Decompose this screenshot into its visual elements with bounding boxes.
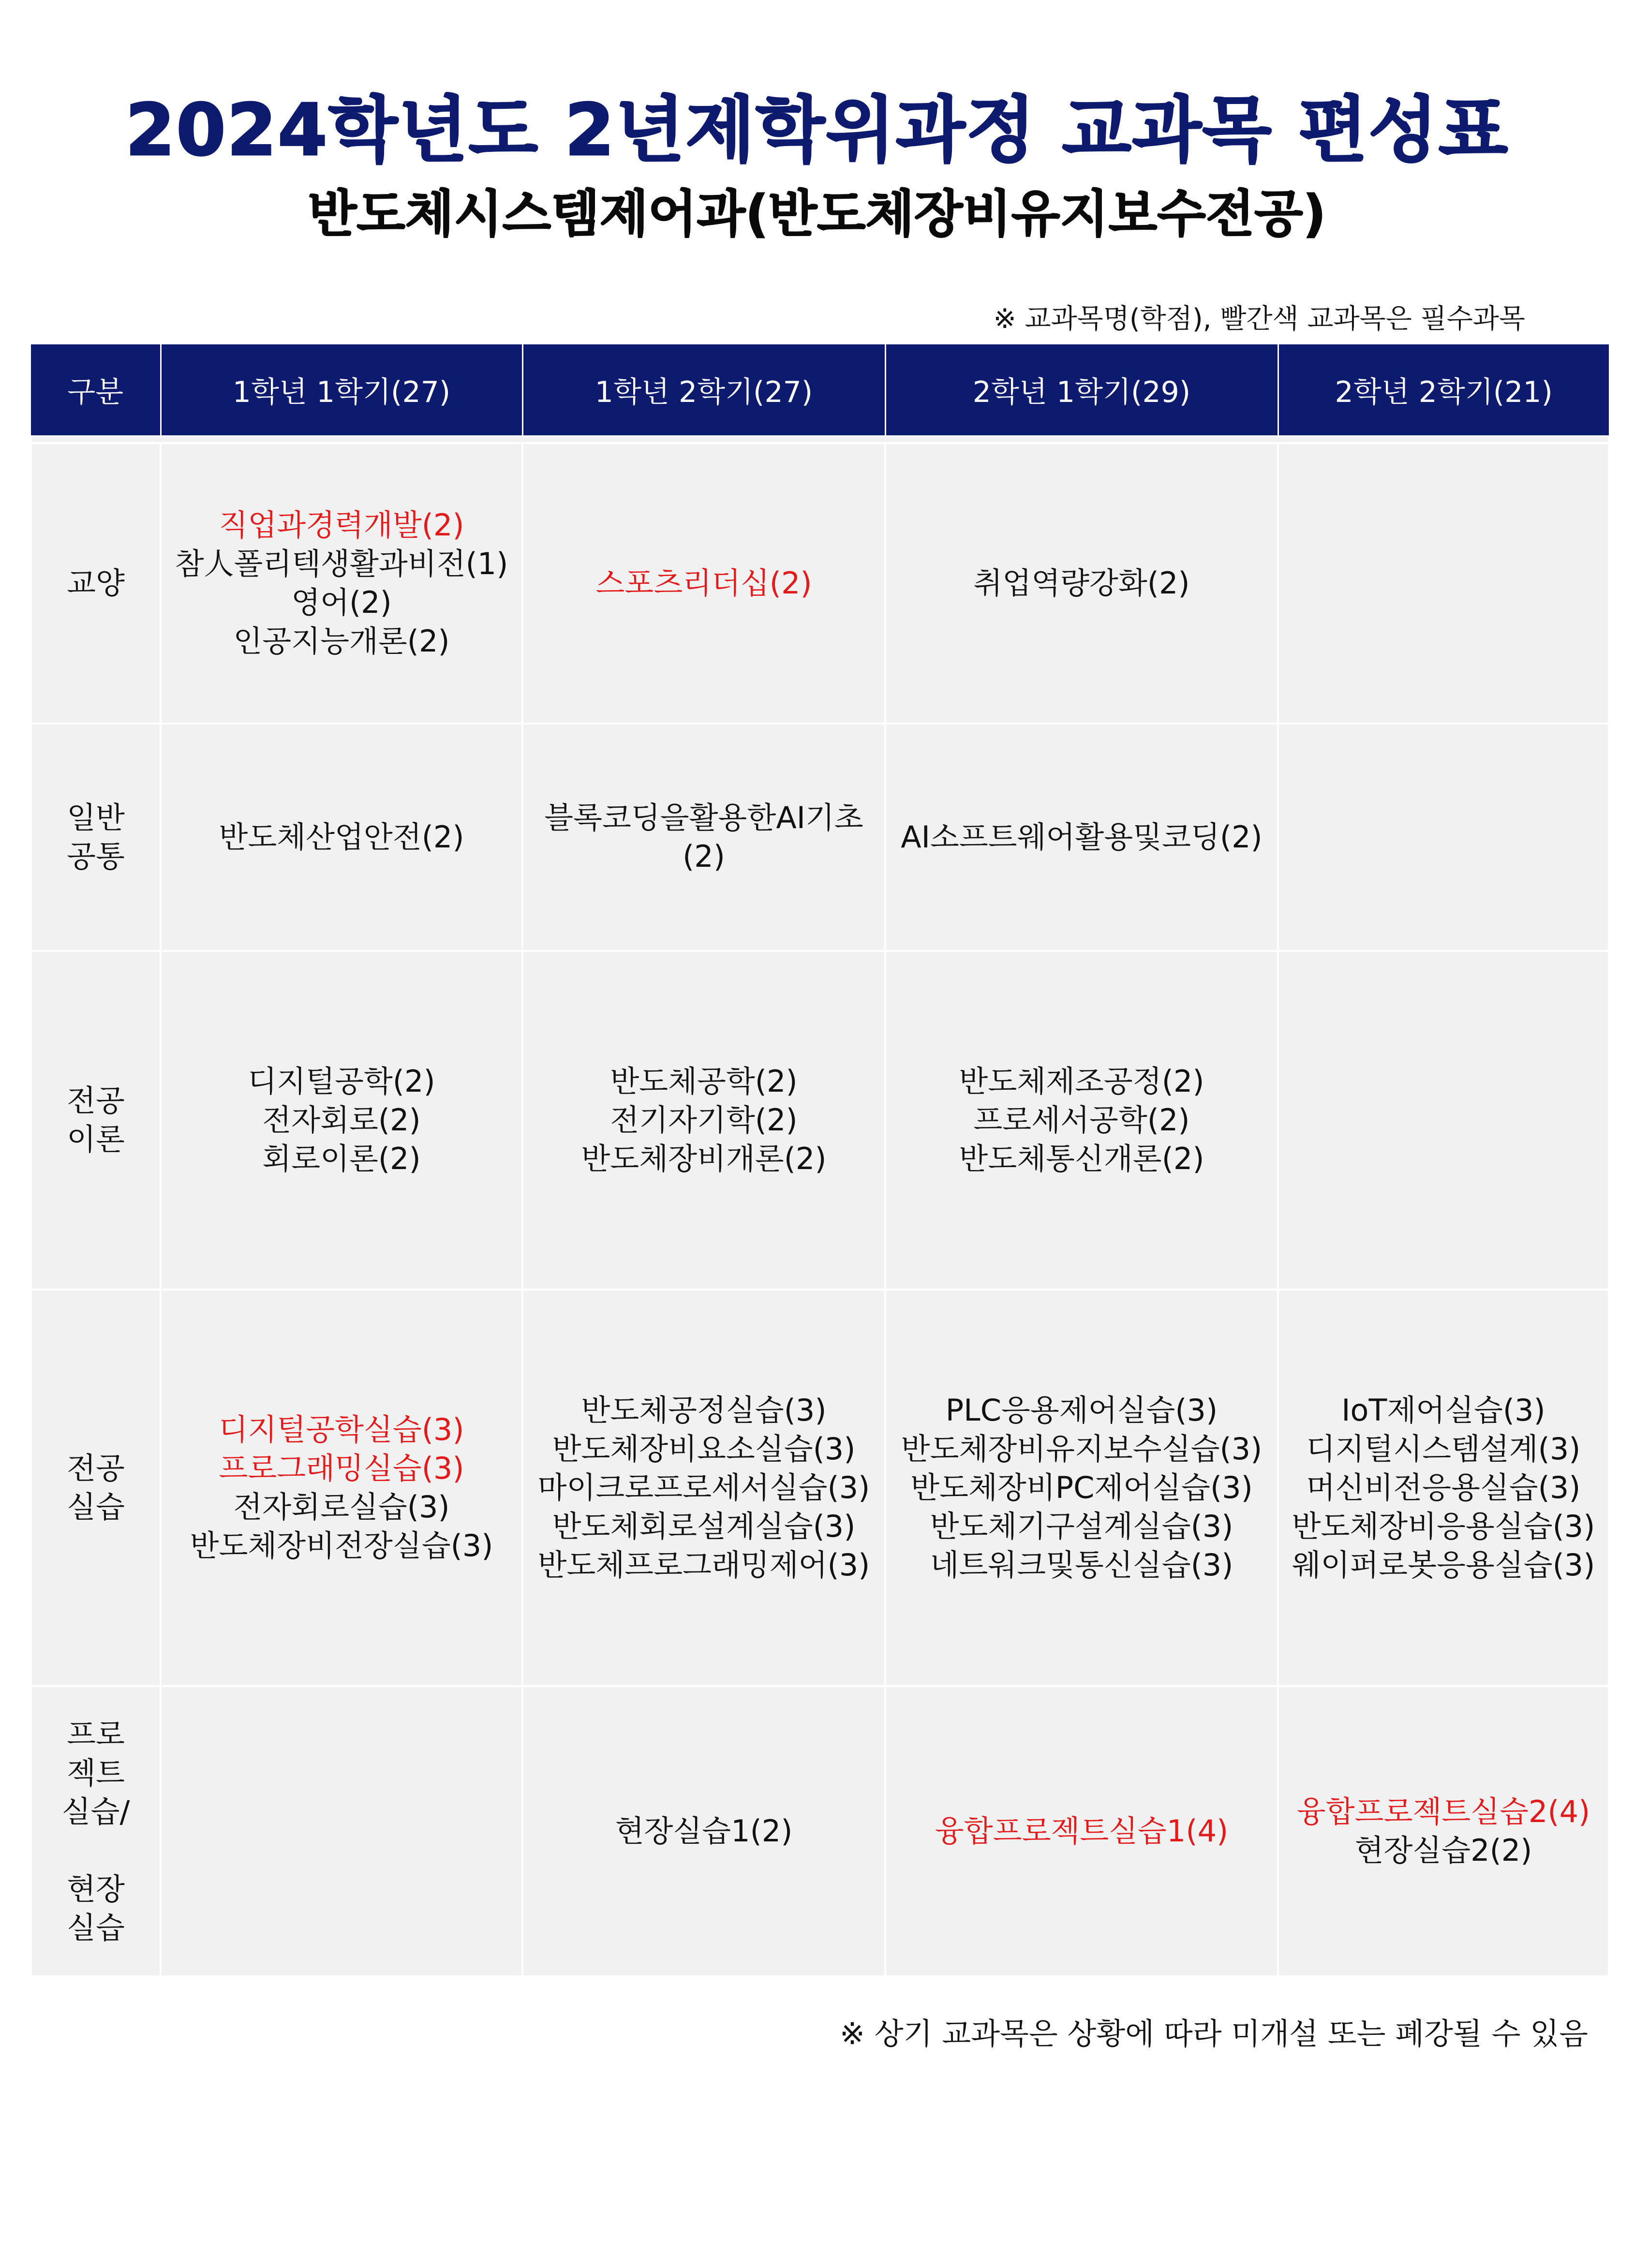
- footer-note: ※ 상기 교과목은 상황에 따라 미개설 또는 폐강될 수 있음: [840, 2016, 1588, 2051]
- required-course: 프로그래밍실습(3): [219, 1451, 464, 1486]
- table-header-row: [31, 344, 1609, 436]
- course-item: 반도체산업안전(2): [219, 819, 464, 855]
- course-item: 머신비전응용실습(3): [1306, 1470, 1581, 1505]
- table-row: [31, 443, 1609, 724]
- course-item: 참人폴리텍생활과비전(1): [175, 546, 508, 581]
- course-cell: [161, 1686, 522, 1976]
- course-cell: [1278, 724, 1609, 951]
- course-item: 반도체공정실습(3): [581, 1393, 827, 1428]
- category-label: 공통: [67, 839, 125, 874]
- page-title: 2024학년도 2년제학위과정 교과목 편성표: [125, 89, 1509, 172]
- course-item: 회로이론(2): [262, 1141, 421, 1176]
- header-semester-3: 2학년 1학기(29): [885, 344, 1278, 436]
- course-cell: [885, 724, 1278, 951]
- course-item: 반도체장비개론(2): [581, 1141, 827, 1176]
- course-item: 전자회로(2): [262, 1102, 421, 1138]
- course-item: 반도체장비PC제어실습(3): [910, 1470, 1253, 1505]
- category-cell: [31, 1686, 161, 1976]
- category-label: 프로: [67, 1717, 125, 1752]
- course-cell: [1278, 951, 1609, 1290]
- course-item: IoT제어실습(3): [1341, 1393, 1545, 1428]
- course-item: 디지털공학(2): [248, 1064, 435, 1099]
- legend-note: ※ 교과목명(학점), 빨간색 교과목은 필수과목: [993, 303, 1525, 335]
- table-body: [31, 436, 1609, 1976]
- category-label: 실습/: [61, 1794, 130, 1829]
- course-item: 반도체장비요소실습(3): [552, 1431, 856, 1467]
- category-cell: [31, 724, 161, 951]
- course-cell: [161, 724, 522, 951]
- course-item: 네트워크및통신실습(3): [930, 1547, 1233, 1583]
- table-row: [31, 951, 1609, 1290]
- course-cell: [885, 1686, 1278, 1976]
- course-cell: [161, 443, 522, 724]
- category-label: 전공: [67, 1083, 125, 1118]
- course-item: 반도체장비전장실습(3): [190, 1528, 493, 1563]
- category-label: 교양: [67, 565, 125, 601]
- course-item: 취업역량강화(2): [973, 565, 1190, 601]
- course-item: 반도체장비유지보수실습(3): [901, 1431, 1263, 1467]
- course-item: 전자회로실습(3): [233, 1489, 450, 1525]
- category-label: 실습: [67, 1910, 125, 1945]
- course-cell: [885, 951, 1278, 1290]
- course-item: 현장실습1(2): [615, 1813, 793, 1849]
- header-category: 구분: [31, 344, 161, 436]
- table-row: [31, 724, 1609, 951]
- course-cell: [1278, 1290, 1609, 1686]
- category-label: 이론: [67, 1122, 125, 1157]
- course-cell: [1278, 443, 1609, 724]
- category-label: [36, 1831, 156, 1870]
- course-item: 웨이퍼로봇응용실습(3): [1292, 1547, 1595, 1583]
- course-item: 반도체회로설계실습(3): [552, 1509, 856, 1544]
- course-cell: [161, 1290, 522, 1686]
- course-item: 영어(2): [291, 585, 392, 620]
- course-cell: [522, 1290, 885, 1686]
- category-cell: [31, 1290, 161, 1686]
- required-course: 융합프로젝트실습1(4): [935, 1813, 1229, 1849]
- table-row: [31, 1686, 1609, 1976]
- category-label: 전공: [67, 1451, 125, 1486]
- required-course: 직업과경력개발(2): [219, 507, 464, 543]
- course-item: 반도체장비응용실습(3): [1292, 1509, 1595, 1544]
- course-item: 반도체공학(2): [610, 1064, 798, 1099]
- category-label: 현장: [67, 1871, 125, 1907]
- course-item: 마이크로프로세서실습(3): [537, 1470, 870, 1505]
- required-course: 융합프로젝트실습2(4): [1296, 1794, 1590, 1829]
- course-item: 반도체기구설계실습(3): [930, 1509, 1233, 1544]
- required-course: 스포츠리더십(2): [595, 565, 812, 601]
- course-item: 반도체프로그래밍제어(3): [537, 1547, 870, 1583]
- course-item: (2): [683, 839, 725, 874]
- course-item: 전기자기학(2): [610, 1102, 798, 1138]
- category-label: 젝트: [67, 1755, 125, 1791]
- course-cell: [522, 724, 885, 951]
- course-cell: [1278, 1686, 1609, 1976]
- course-cell: [885, 1290, 1278, 1686]
- category-label: 실습: [67, 1489, 125, 1525]
- course-item: PLC응용제어실습(3): [945, 1393, 1218, 1428]
- course-item: 현장실습2(2): [1354, 1833, 1532, 1868]
- course-cell: [522, 1686, 885, 1976]
- course-item: 반도체통신개론(2): [959, 1141, 1204, 1176]
- header-semester-4: 2학년 2학기(21): [1278, 344, 1609, 436]
- page-subtitle: 반도체시스템제어과(반도체장비유지보수전공): [308, 184, 1326, 243]
- course-item: 프로세서공학(2): [973, 1102, 1190, 1138]
- course-item: AI소프트웨어활용및코딩(2): [901, 819, 1263, 855]
- course-schedule-table: [30, 344, 1610, 1977]
- course-item: 디지털시스템설계(3): [1306, 1431, 1581, 1467]
- course-cell: [885, 443, 1278, 724]
- course-item: 반도체제조공정(2): [959, 1064, 1204, 1099]
- header-semester-1: 1학년 1학기(27): [161, 344, 522, 436]
- category-cell: [31, 951, 161, 1290]
- category-label: 일반: [67, 800, 125, 835]
- category-cell: [31, 443, 161, 724]
- course-item: 인공지능개론(2): [233, 623, 450, 659]
- course-cell: [522, 443, 885, 724]
- table-row: [31, 1290, 1609, 1686]
- header-semester-2: 1학년 2학기(27): [522, 344, 885, 436]
- course-cell: [522, 951, 885, 1290]
- required-course: 디지털공학실습(3): [219, 1412, 464, 1447]
- course-cell: [161, 951, 522, 1290]
- course-item: 블록코딩을활용한AI기초: [544, 800, 863, 835]
